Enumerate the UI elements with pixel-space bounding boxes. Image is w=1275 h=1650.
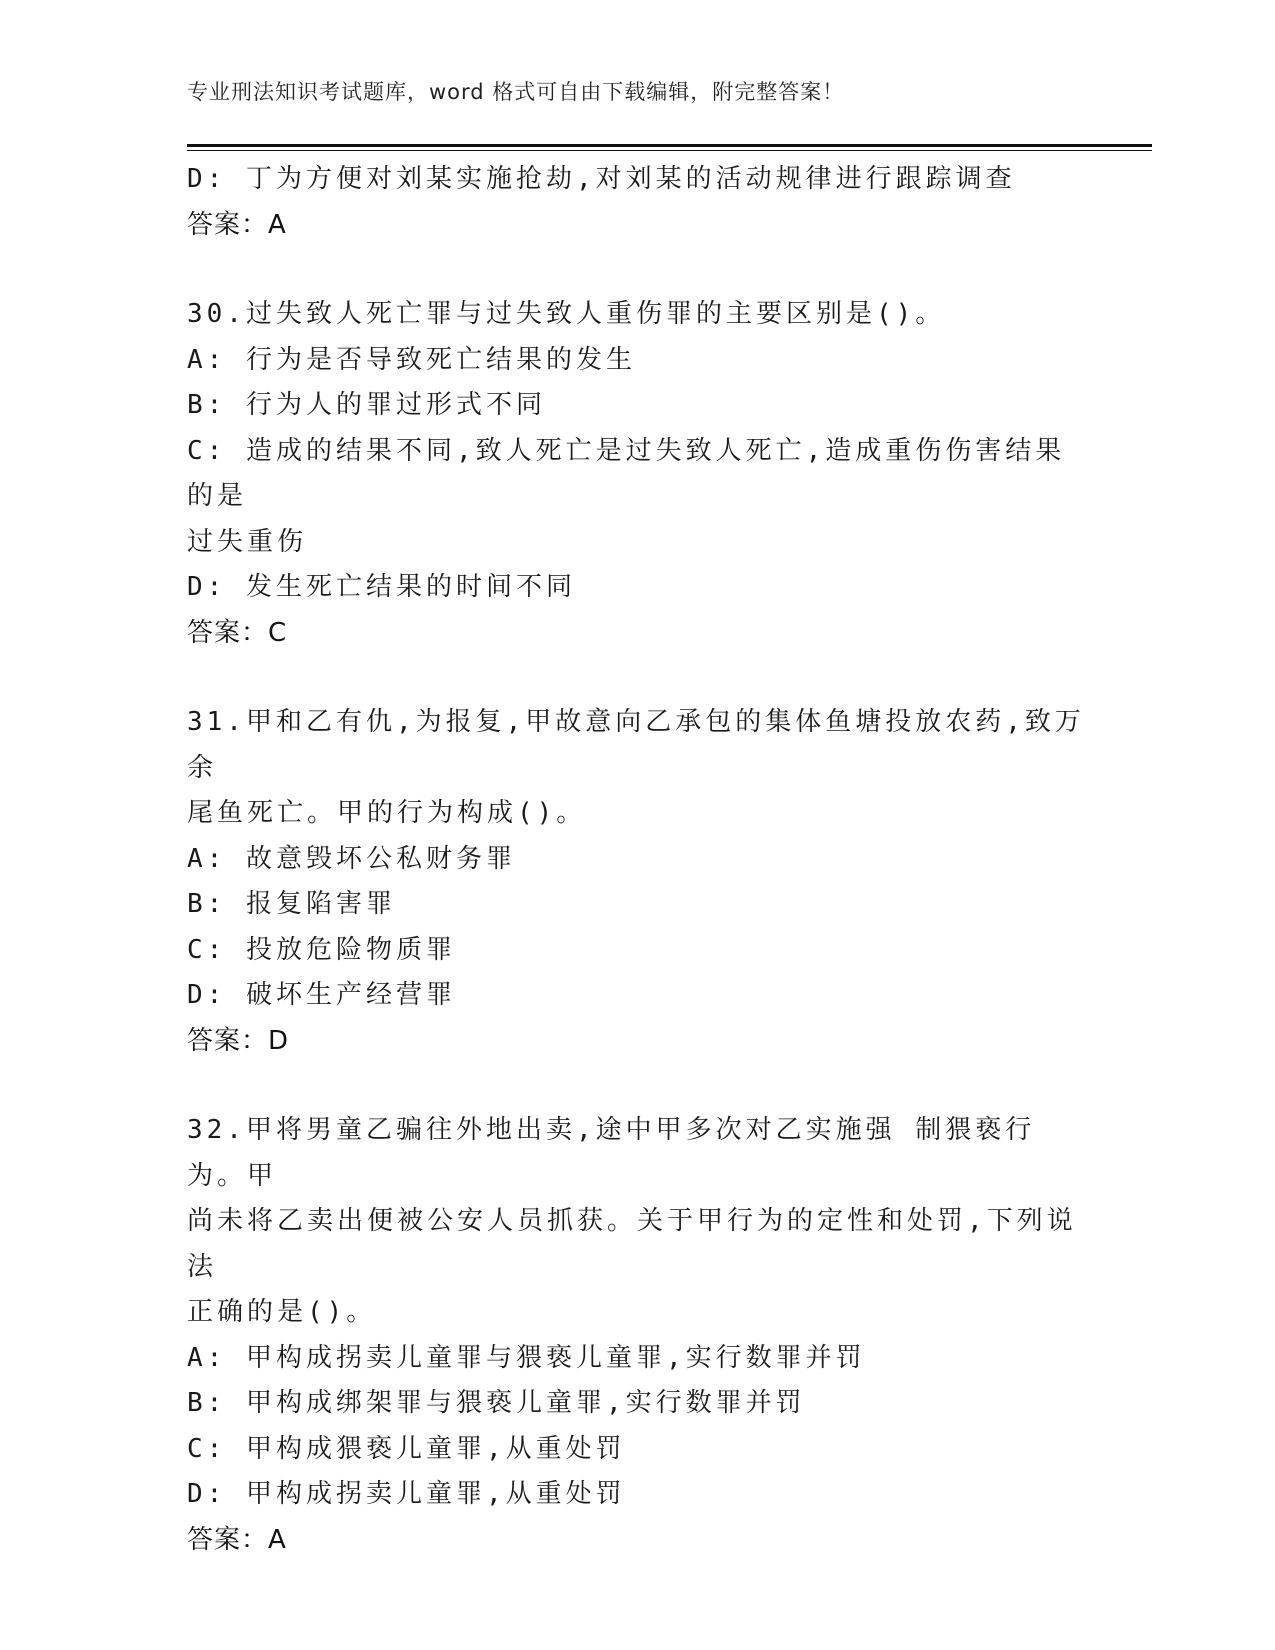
option-b: B: 行为人的罪过形式不同 (187, 390, 546, 420)
option-a: A: 故意毁坏公私财务罪 (187, 843, 516, 874)
question-stem: 32.甲将男童乙骗往外地出卖,途中甲多次对乙实施强 制猥亵行为。甲 (187, 1115, 1036, 1191)
option-d: D: 丁为方便对刘某实施抢劫,对刘某的活动规律进行跟踪调查 (187, 164, 1016, 194)
option-d: D: 发生死亡结果的时间不同 (187, 572, 576, 602)
answer-label: 答案：A (187, 209, 287, 240)
question-stem-continued: 正确的是()。 (187, 1297, 377, 1327)
question-stem-continued: 尚未将乙卖出便被公安人员抓获。关于甲行为的定性和处罚,下列说法 (187, 1206, 1077, 1282)
option-c: C: 投放危险物质罪 (187, 934, 456, 965)
answer-label: 答案：D (187, 1025, 290, 1056)
header-divider-thin (187, 150, 1152, 151)
question-content (187, 157, 1087, 1563)
option-b: B: 报复陷害罪 (187, 889, 396, 919)
option-a: A: 行为是否导致死亡结果的发生 (187, 344, 636, 375)
option-a: A: 甲构成拐卖儿童罪与猥亵儿童罪,实行数罪并罚 (187, 1342, 866, 1373)
option-d: D: 破坏生产经营罪 (187, 980, 456, 1010)
question-31 (187, 700, 1087, 1064)
question-stem-continued: 尾鱼死亡。甲的行为构成()。 (187, 798, 587, 828)
option-c: C: 造成的结果不同,致人死亡是过失致人死亡,造成重伤伤害结果的是 (187, 435, 1066, 511)
question-29 (187, 157, 1087, 248)
option-c: C: 甲构成猥亵儿童罪,从重处罚 (187, 1433, 626, 1464)
option-c-continued: 过失重伤 (187, 526, 308, 557)
question-stem: 31.甲和乙有仇,为报复,甲故意向乙承包的集体鱼塘投放农药,致万余 (187, 707, 1085, 783)
answer-label: 答案：A (187, 1524, 287, 1555)
question-32 (187, 1108, 1087, 1563)
header-divider-thick (187, 144, 1152, 147)
page-header: 专业刑法知识考试题库，word 格式可自由下载编辑，附完整答案！ (187, 80, 845, 104)
option-b: B: 甲构成绑架罪与猥亵儿童罪,实行数罪并罚 (187, 1388, 806, 1418)
option-d: D: 甲构成拐卖儿童罪,从重处罚 (187, 1479, 626, 1509)
question-stem: 30.过失致人死亡罪与过失致人重伤罪的主要区别是()。 (187, 299, 946, 329)
question-30 (187, 292, 1087, 656)
answer-label: 答案：C (187, 617, 288, 648)
